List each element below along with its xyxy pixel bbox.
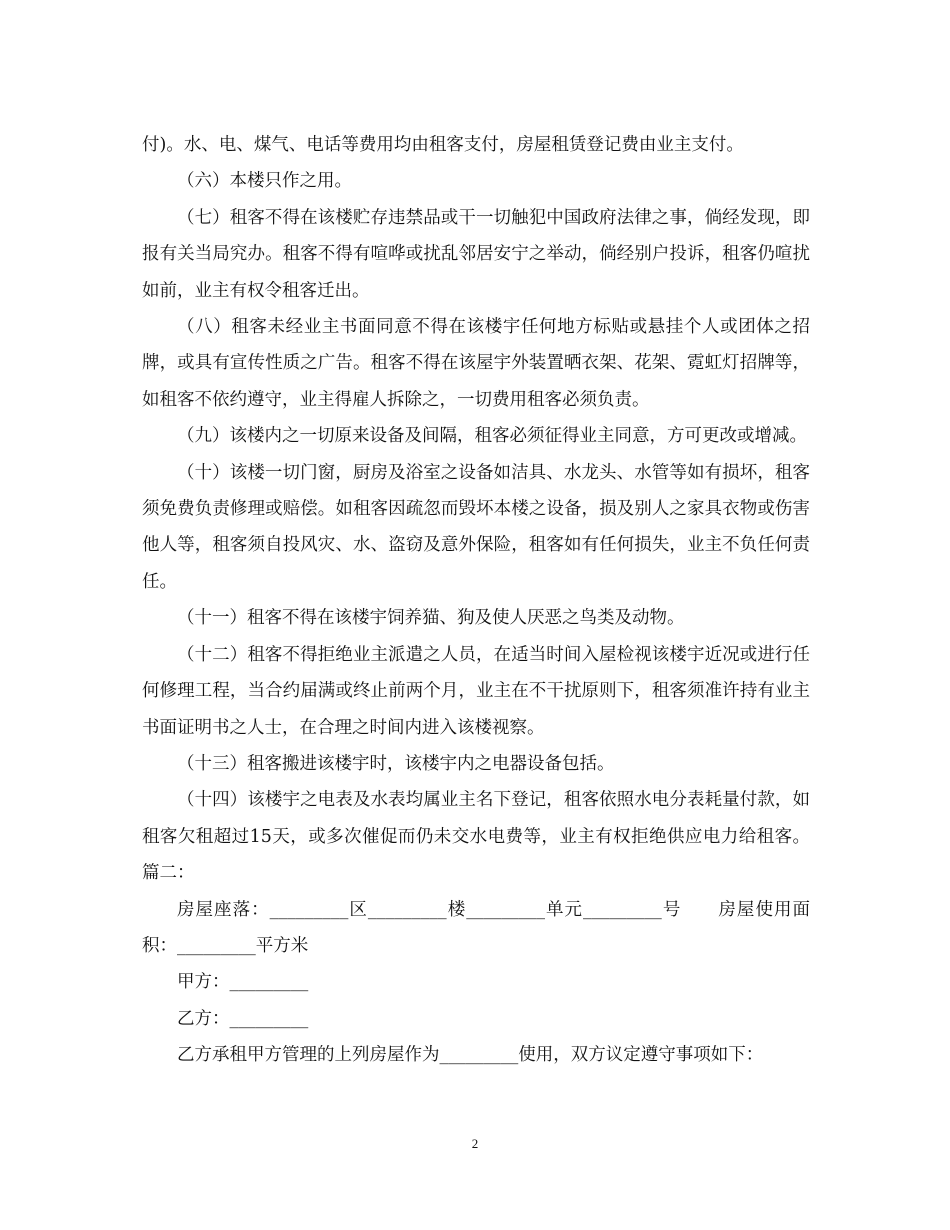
clause-7: （七）租客不得在该楼贮存违禁品或干一切触犯中国政府法律之事，倘经发现，即报有关当局究办。租客不得有喧哗或扰乱邻居安宁之举动，倘经别户投诉，租客仍喧扰如前，业主有权令租客迁出。 xyxy=(142,207,810,301)
clause-11: （十一）租客不得在该楼宇饲养猫、狗及使人厌恶之鸟类及动物。 xyxy=(177,608,685,629)
lease-purpose-line: 乙方承租甲方管理的上列房屋作为_________使用，双方议定遵守事项如下： xyxy=(177,1045,764,1066)
paragraph-continuation: 付)。水、电、煤气、电话等费用均由租客支付，房屋租赁登记费由业主支付。 xyxy=(142,135,744,155)
page-number: 2 xyxy=(471,1136,479,1151)
party-b-line: 乙方：_________ xyxy=(177,1008,309,1029)
clause-9: （九）该楼内之一切原来设备及间隔，租客必须征得业主同意，方可更改或增减。 xyxy=(177,426,807,447)
clause-13: （十三）租客搬进该楼宇时，该楼宇内之电器设备包括。 xyxy=(177,753,615,774)
document-body xyxy=(142,127,810,1074)
party-a-line: 甲方：_________ xyxy=(177,972,309,993)
clause-10: （十）该楼一切门窗，厨房及浴室之设备如洁具、水龙头、水管等如有损坏，租客须免费负责修理或赔偿。如租客因疏忽而毁坏本楼之设备，损及别人之家具衣物或伤害他人等，租客须自投风灾、水、盗窃及意外保险，租客如有任何损失，业主不负任何责任。 xyxy=(142,462,810,592)
clause-12: （十二）租客不得拒绝业主派遣之人员，在适当时间入屋检视该楼宇近况或进行任何修理工程，当合约届满或终止前两个月，业主在不干扰原则下，租客须准许持有业主书面证明书之人士，在合理之时间内进入该楼视察。 xyxy=(142,644,810,738)
property-location-line: 房屋座落：_________区_________楼_________单元_________号 房屋使用面积：_________平方米 xyxy=(142,899,810,956)
clause-8: （八）租客未经业主书面同意不得在该楼宇任何地方标贴或悬挂个人或团体之招牌，或具有宣传性质之广告。租客不得在该屋宇外装置晒衣架、花架、霓虹灯招牌等，如租客不依约遵守，业主得雇人拆除之，一切费用租客必须负责。 xyxy=(142,317,810,410)
clause-6: （六）本楼只作之用。 xyxy=(177,171,352,192)
clause-14: （十四）该楼宇之电表及水表均属业主名下登记，租客依照水电分表耗量付款，如租客欠租超过15天，或多次催促而仍未交水电费等，业主有权拒绝供应电力给租客。篇二： xyxy=(142,790,810,884)
